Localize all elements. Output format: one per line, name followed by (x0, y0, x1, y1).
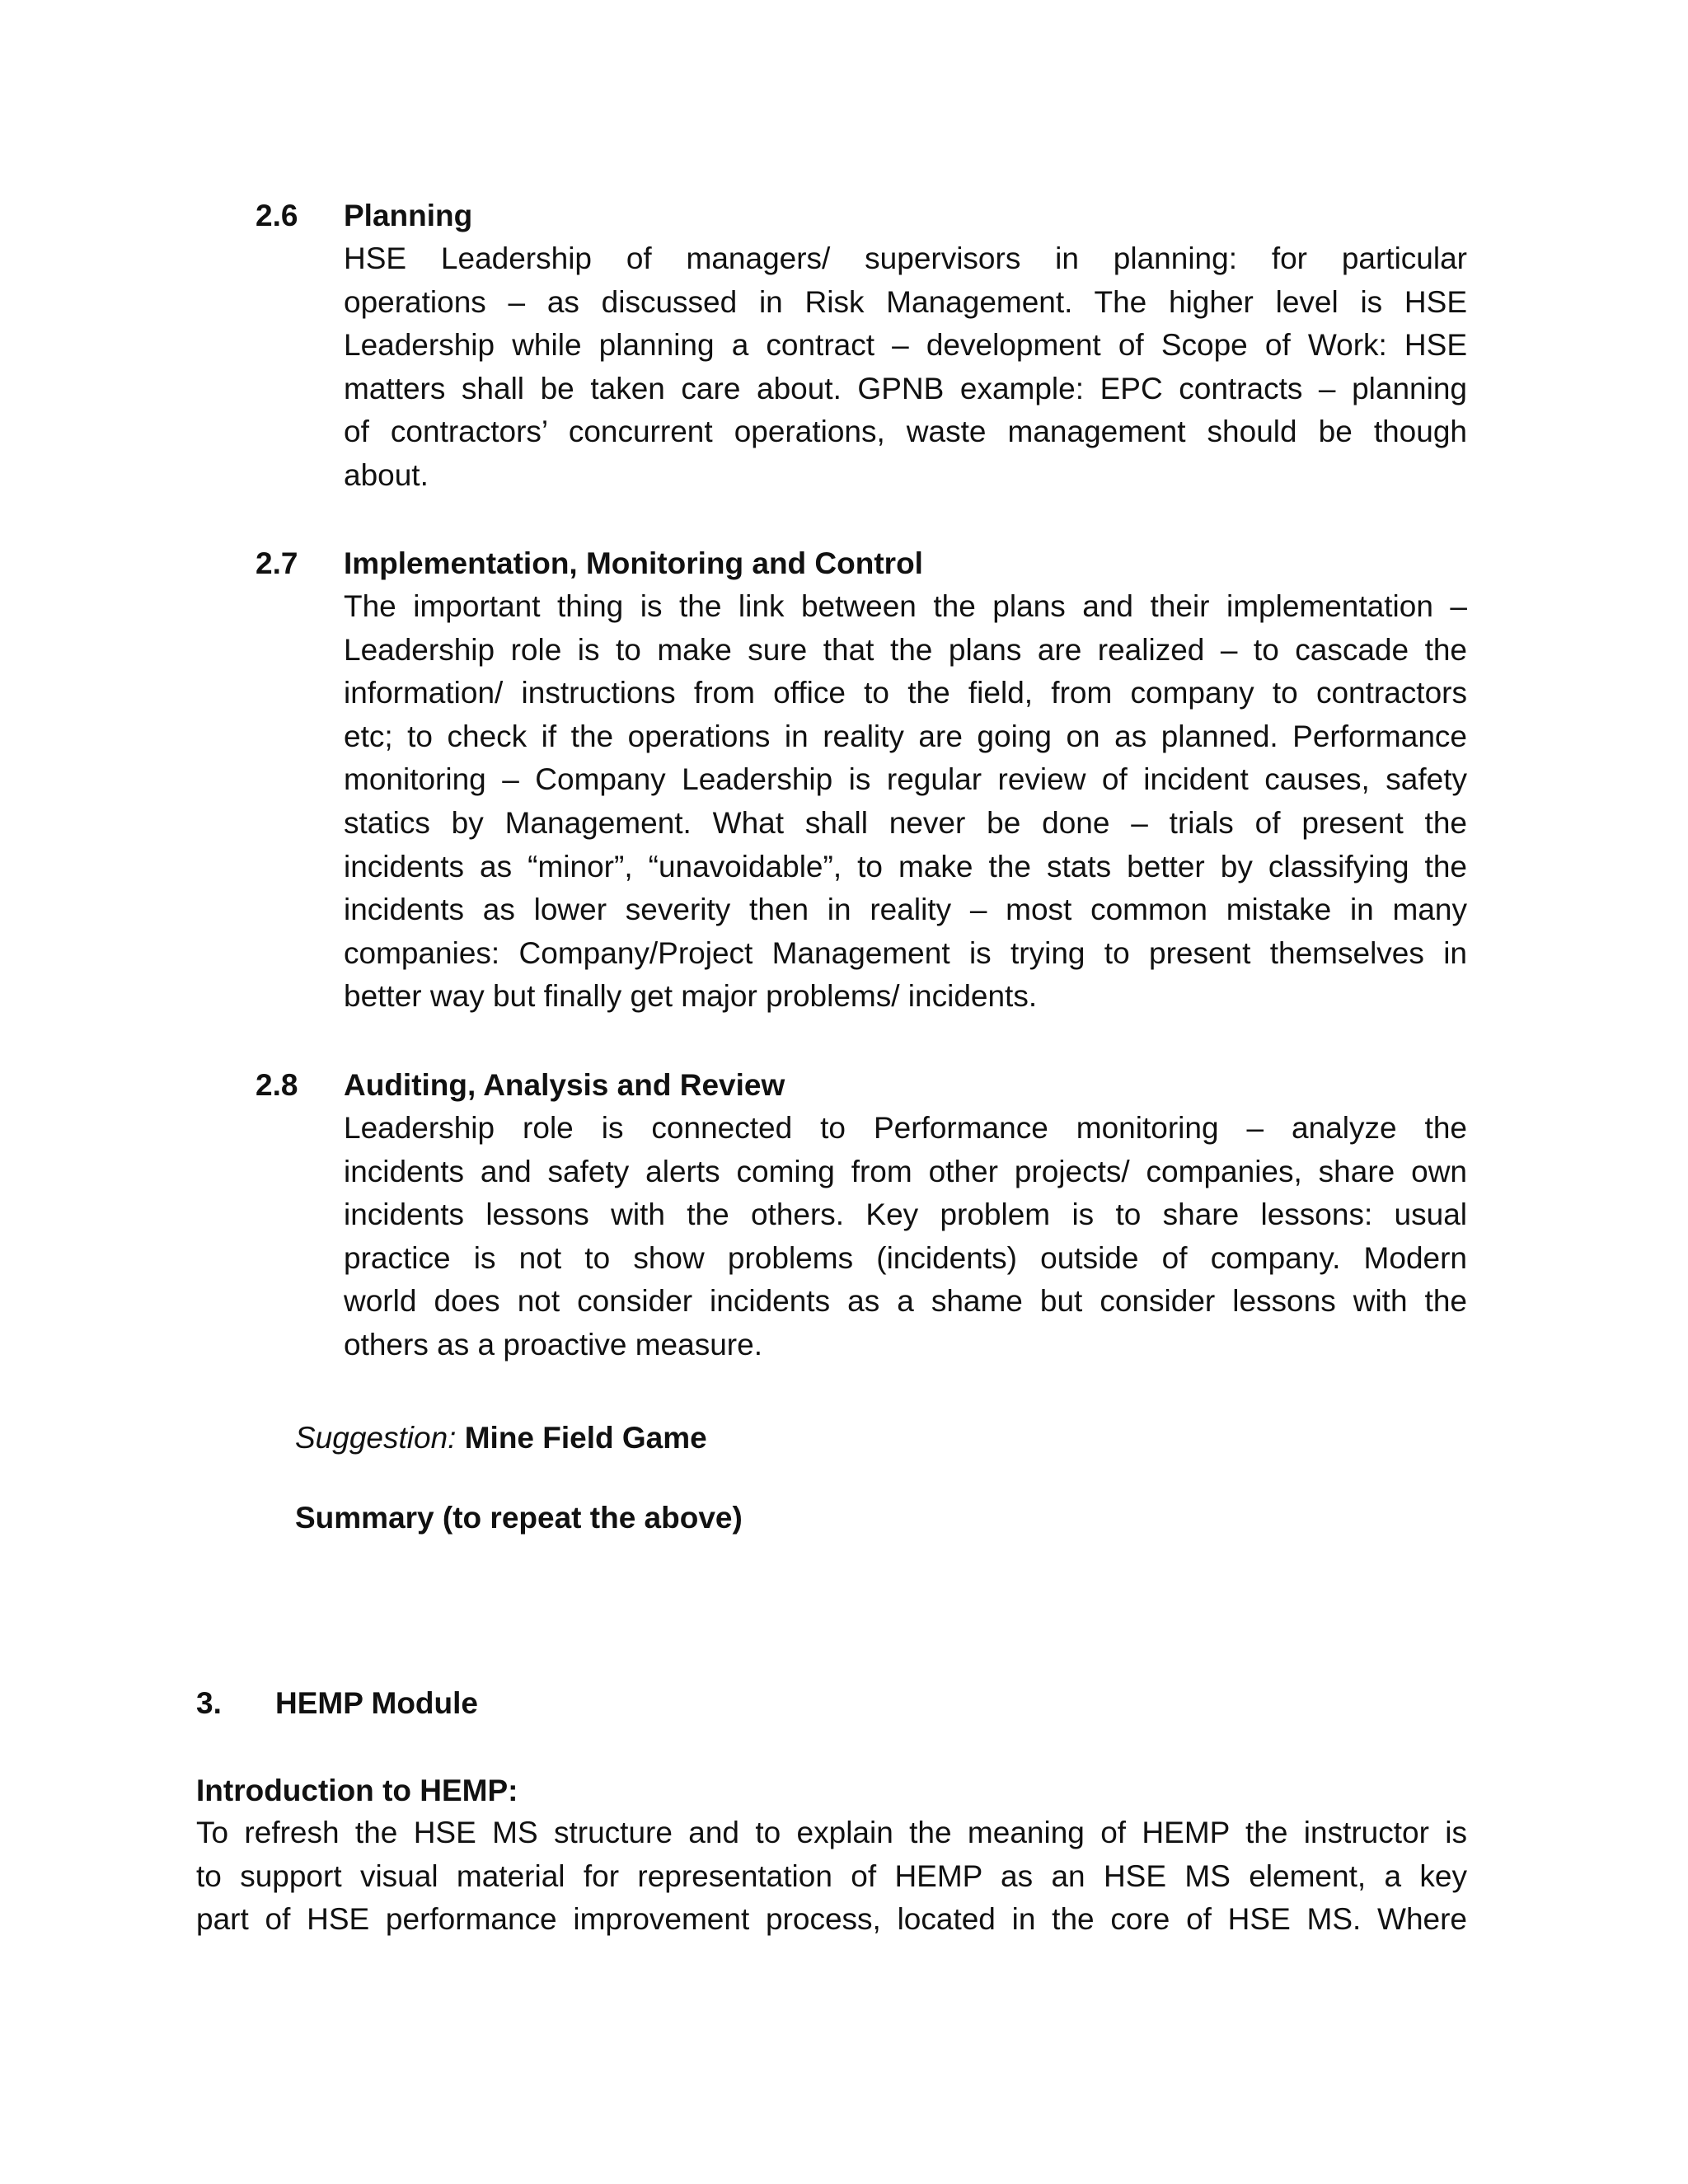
paragraph-line: Leadership role is to make sure that the plans are realized – to cascade the (344, 632, 1467, 667)
paragraph-line: about. (344, 457, 429, 492)
section-title: Implementation, Monitoring and Control (344, 546, 923, 580)
intro-heading: Introduction to HEMP: (196, 1774, 518, 1807)
suggestion-line (295, 1416, 707, 1460)
paragraph-line: incidents lessons with the others. Key problem is to share lessons: usual (344, 1197, 1467, 1232)
paragraph-line: statics by Management. What shall never be done – trials of present the (344, 805, 1467, 840)
section-heading (256, 541, 1467, 585)
paragraph-line: Leadership while planning a contract – development of Scope of Work: HSE (344, 328, 1467, 363)
section-heading (256, 1063, 1467, 1107)
module-title: HEMP Module (275, 1686, 478, 1720)
paragraph-line: To refresh the HSE MS structure and to explain the meaning of HEMP the instructor is (196, 1816, 1467, 1849)
paragraph-line: information/ instructions from office to the field, from company to contractors (344, 676, 1467, 710)
summary-heading: Summary (to repeat the above) (295, 1501, 743, 1535)
section-planning (256, 194, 1467, 498)
section-body (344, 237, 1467, 498)
paragraph-line: world does not consider incidents as a shame but consider lessons with the (344, 1284, 1467, 1319)
section-body (344, 1107, 1467, 1367)
section-body (344, 585, 1467, 1019)
paragraph-line: others as a proactive measure. (344, 1327, 762, 1361)
paragraph-line: matters shall be taken care about. GPNB example: EPC contracts – planning (344, 371, 1467, 405)
suggestion-value: Mine Field Game (464, 1421, 707, 1455)
paragraph-line: part of HSE performance improvement process, located in the core of HSE MS. Where (196, 1902, 1467, 1937)
paragraph-line: better way but finally get major problems/ incidents. (344, 979, 1038, 1014)
section-title: Planning (344, 199, 473, 232)
paragraph-line: Leadership role is connected to Performance monitoring – analyze the (344, 1111, 1467, 1145)
paragraph-line: incidents and safety alerts coming from other projects/ companies, share own (344, 1154, 1467, 1188)
paragraph-line: to support visual material for representation of HEMP as an HSE MS element, a key (196, 1858, 1467, 1893)
paragraph-line: incidents as lower severity then in reality – most common mistake in many (344, 893, 1467, 927)
paragraph-line: companies: Company/Project Management is trying to present themselves in (344, 935, 1467, 970)
section-title: Auditing, Analysis and Review (344, 1068, 785, 1102)
module-heading (196, 1681, 938, 1725)
section-heading (256, 194, 1467, 237)
module-number: 3. (196, 1686, 222, 1720)
paragraph-line: practice is not to show problems (incidents) outside of company. Modern (344, 1240, 1467, 1275)
section-number: 2.8 (256, 1068, 298, 1102)
section-auditing (256, 1063, 1467, 1367)
paragraph-line: HSE Leadership of managers/ supervisors in planning: for particular (344, 241, 1467, 275)
paragraph-line: The important thing is the link between the plans and their implementation – (344, 589, 1467, 623)
paragraph-line: monitoring – Company Leadership is regular review of incident causes, safety (344, 762, 1467, 797)
section-number: 2.7 (256, 546, 298, 580)
section-implementation (256, 541, 1467, 1019)
paragraph-line: operations – as discussed in Risk Management. The higher level is HSE (344, 284, 1467, 319)
paragraph-line: of contractors’ concurrent operations, waste management should be though (344, 415, 1467, 449)
intro-body (196, 1811, 1467, 1942)
section-number: 2.6 (256, 199, 298, 232)
paragraph-line: etc; to check if the operations in reality are going on as planned. Performance (344, 719, 1467, 753)
paragraph-line: incidents as “minor”, “unavoidable”, to make the stats better by classifying the (344, 849, 1467, 883)
suggestion-label: Suggestion: (295, 1421, 457, 1455)
